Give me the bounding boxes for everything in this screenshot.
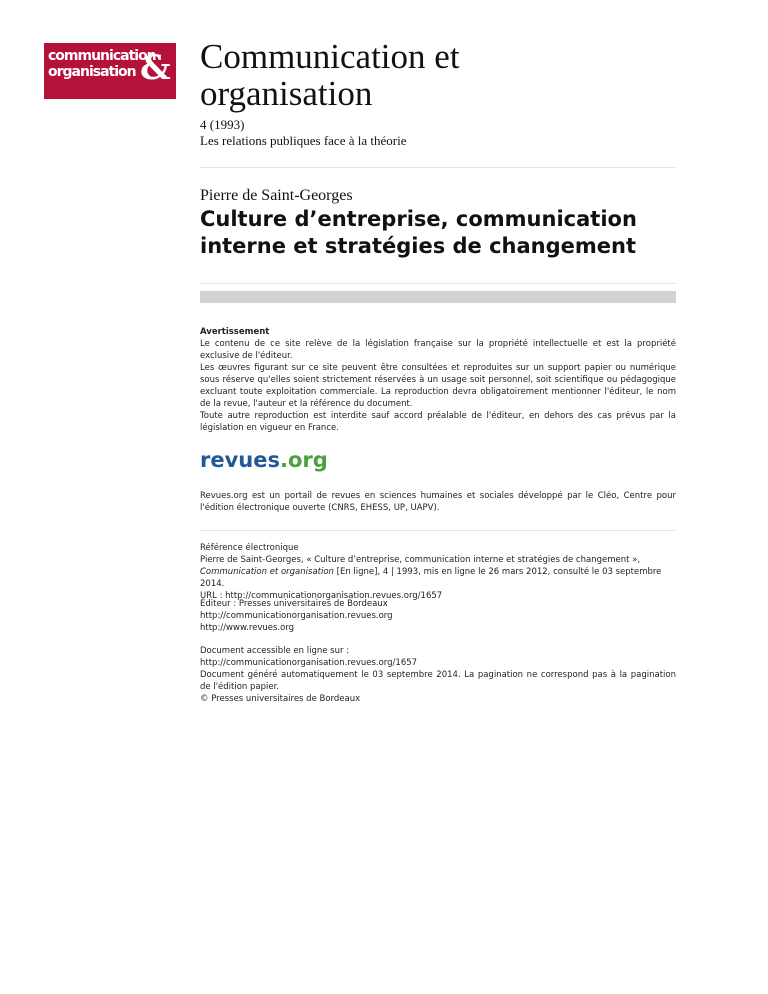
logo-ampersand: & <box>140 48 171 88</box>
journal-logo <box>44 43 176 99</box>
divider <box>200 167 676 168</box>
warning-paragraph-3: Toute autre reproduction est interdite sauf accord préalable de l'éditeur, en dehors des cas prévus par la législation en vigueur en France. <box>200 411 676 433</box>
reference-section <box>200 542 676 602</box>
divider <box>200 283 676 284</box>
issue-theme: Les relations publiques face à la théorie <box>200 133 407 148</box>
access-label: Document accessible en ligne sur : <box>200 646 350 656</box>
publisher-section <box>200 598 676 634</box>
issue-info <box>200 117 406 149</box>
warning-heading: Avertissement <box>200 327 270 337</box>
issue-number: 4 (1993) <box>200 117 245 132</box>
divider <box>200 530 676 531</box>
warning-paragraph-2: Les œuvres figurant sur ce site peuvent être consultées et reproduites sur un support papier ou numérique sous réserve qu'elles soient strictement réservées à un usage soit personnel, soit scientifique ou pédagogique excluant toute exploitation commerciale. La reproduction devra obligatoirement mentionner l'éditeur, le nom de la revue, l'auteur et la référence du document. <box>200 363 676 409</box>
access-url[interactable]: http://communicationorganisation.revues.org/1657 <box>200 658 418 668</box>
reference-heading: Référence électronique <box>200 543 299 553</box>
warning-paragraph-1: Le contenu de ce site relève de la législation française sur la propriété intellectuelle et est la propriété exclusive de l'éditeur. <box>200 339 676 361</box>
publisher-link-journal[interactable]: http://communicationorganisation.revues.org <box>200 611 393 621</box>
logo-line-organisation: organisation <box>48 64 136 80</box>
grey-bar <box>200 291 676 303</box>
publisher-link-revues[interactable]: http://www.revues.org <box>200 623 295 633</box>
logo-line-communication: communication <box>48 48 156 64</box>
revues-description <box>200 490 676 514</box>
revues-logo-part1: revues <box>200 448 280 472</box>
journal-title: Communication et organisation <box>200 37 460 113</box>
reference-journal: Communication et organisation <box>200 567 334 577</box>
copyright: © Presses universitaires de Bordeaux <box>200 694 361 704</box>
access-section <box>200 645 676 705</box>
revues-logo[interactable] <box>200 448 328 472</box>
reference-citation-start: Pierre de Saint-Georges, « Culture d’entreprise, communication interne et stratégies de changement », <box>200 555 641 565</box>
access-generated-note: Document généré automatiquement le 03 septembre 2014. La pagination ne correspond pas à la pagination de l'édition papier. <box>200 670 676 692</box>
revues-logo-part2: .org <box>279 448 328 472</box>
reference-url[interactable]: URL : http://communicationorganisation.revues.org/1657 <box>200 591 443 601</box>
article-title: Culture d’entreprise, communication interne et stratégies de changement <box>200 207 637 258</box>
reference-citation <box>200 566 676 590</box>
reference-citation-end: [En ligne], 4 | 1993, mis en ligne le 26 mars 2012, consulté le 03 septembre 2014. <box>200 567 662 589</box>
publisher-name: Éditeur : Presses universitaires de Bordeaux <box>200 599 388 609</box>
article-author: Pierre de Saint-Georges <box>200 187 353 204</box>
warning-section <box>200 326 676 434</box>
revues-description-text: Revues.org est un portail de revues en sciences humaines et sociales développé par le Cléo, Centre pour l'édition électronique ouverte (CNRS, EHESS, UP, UAPV). <box>200 491 676 513</box>
